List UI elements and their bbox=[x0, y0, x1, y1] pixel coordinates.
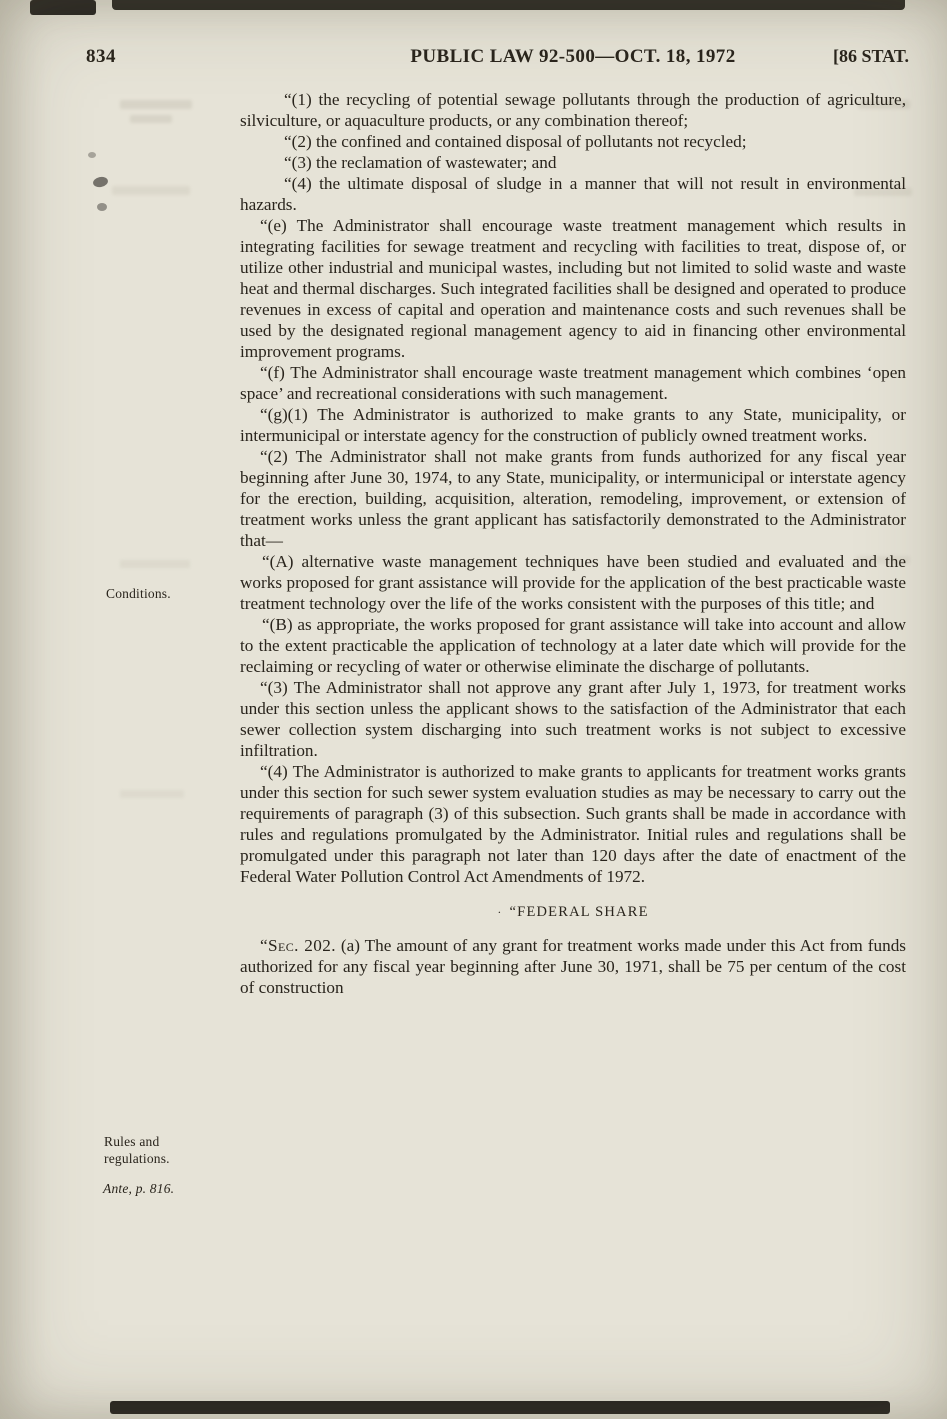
subsection-g-2: “(2) The Administrator shall not make grants from funds authorized for any fiscal year beginning after June 30, 1974, to any State, municipality, or intermunicipal or interstate agency for the erection, building, acquisition, alteration, remodeling, improvement, or extension of treatment works unless the grant applicant has satisfactorily demonstrated to the Administrator that— bbox=[240, 447, 906, 550]
scan-artifact-ink-blob bbox=[97, 203, 107, 211]
scan-artifact-top-bar bbox=[112, 0, 905, 10]
section-202-text: (a) The amount of any grant for treatment works made under this Act from funds authorized for any fiscal year beginning after June 30, 1971, shall be 75 per centum of the cost of construction bbox=[240, 936, 906, 997]
clause-4: “(4) the ultimate disposal of sludge in a manner that will not result in environmental hazards. bbox=[240, 174, 906, 214]
show-through-ghost bbox=[120, 560, 190, 568]
section-202-paragraph bbox=[240, 935, 906, 998]
running-title: PUBLIC LAW 92-500—OCT. 18, 1972 bbox=[410, 46, 736, 67]
statute-text-column bbox=[240, 89, 906, 998]
scan-artifact-ink-blob bbox=[92, 176, 109, 189]
subparagraph-B: “(B) as appropriate, the works proposed for grant assistance will take into account and allow to the extent practicable the application of technology at a later date which will provide for the reclaiming or recycling of water or otherwise eliminate the discharge of pollutants. bbox=[240, 615, 906, 676]
margin-note-rules-and-regulations: Rules and regulations. bbox=[104, 1134, 170, 1166]
subparagraph-A: “(A) alternative waste management techniques have been studied and evaluated and the works proposed for grant assistance will provide for the application of the best practicable waste treatment technology over the life of the works consistent with the purposes of this title; and bbox=[240, 552, 906, 613]
heading-text: “FEDERAL SHARE bbox=[509, 904, 649, 920]
clause-3: “(3) the reclamation of wastewater; and bbox=[284, 153, 557, 172]
clause-1: “(1) the recycling of potential sewage pollutants through the production of agriculture, silviculture, or aquaculture products, or any combination thereof; bbox=[240, 90, 906, 130]
scan-artifact-bottom-bar bbox=[110, 1401, 890, 1414]
subsection-e: “(e) The Administrator shall encourage waste treatment management which results in integrating facilities for sewage treatment and recycling with facilities to treat, dispose of, or utilize other industrial and municipal wastes, including but not limited to solid waste and waste heat and thermal discharges. Such integrated facilities shall be designed and operated to produce revenues in excess of capital and operation and maintenance costs and such revenues shall be used by the designated regional management agency to aid in financing other environmental improvement programs. bbox=[240, 216, 906, 361]
show-through-ghost bbox=[120, 100, 192, 109]
show-through-ghost bbox=[120, 790, 184, 798]
section-heading-federal-share bbox=[240, 902, 906, 923]
subsection-g-3: “(3) The Administrator shall not approve any grant after July 1, 1973, for treatment works under this section unless the applicant shows to the satisfaction of the Administrator that each sewer collection system discharging into such treatment works is not subject to excessive infiltration. bbox=[240, 678, 906, 760]
page-number: 834 bbox=[86, 46, 116, 67]
show-through-ghost bbox=[130, 115, 172, 123]
subsection-g-4: “(4) The Administrator is authorized to make grants to applicants for treatment works grants under this section for such sewer system evaluation studies as may be necessary to carry out the requirements of paragraph (3) of this subsection. Such grants shall be made in accordance with rules and regulations promulgated by the Administrator. Initial rules and regulations shall be promulgated under this paragraph not later than 120 days after the date of enactment of the Federal Water Pollution Control Act Amendments of 1972. bbox=[240, 762, 906, 886]
scan-artifact-top-bar-left bbox=[30, 0, 96, 15]
margin-note-ante-reference: Ante, p. 816. bbox=[103, 1181, 175, 1196]
heading-bullet-mark: · bbox=[497, 905, 503, 919]
scan-artifact-ink-blob bbox=[88, 152, 96, 158]
subsection-f: “(f) The Administrator shall encourage waste treatment management which combines ‘open space’ and recreational considerations with such management. bbox=[240, 363, 906, 403]
margin-note-conditions: Conditions. bbox=[106, 586, 171, 601]
running-header bbox=[0, 46, 947, 70]
subsection-g-1: “(g)(1) The Administrator is authorized to make grants to any State, municipality, or intermunicipal or interstate agency for the construction of publicly owned treatment works. bbox=[240, 405, 906, 445]
section-202-label: “Sec. 202. bbox=[260, 936, 336, 955]
stat-volume-reference: [86 STAT. bbox=[832, 46, 909, 66]
show-through-ghost bbox=[112, 186, 190, 195]
clause-2: “(2) the confined and contained disposal of pollutants not recycled; bbox=[284, 132, 747, 151]
